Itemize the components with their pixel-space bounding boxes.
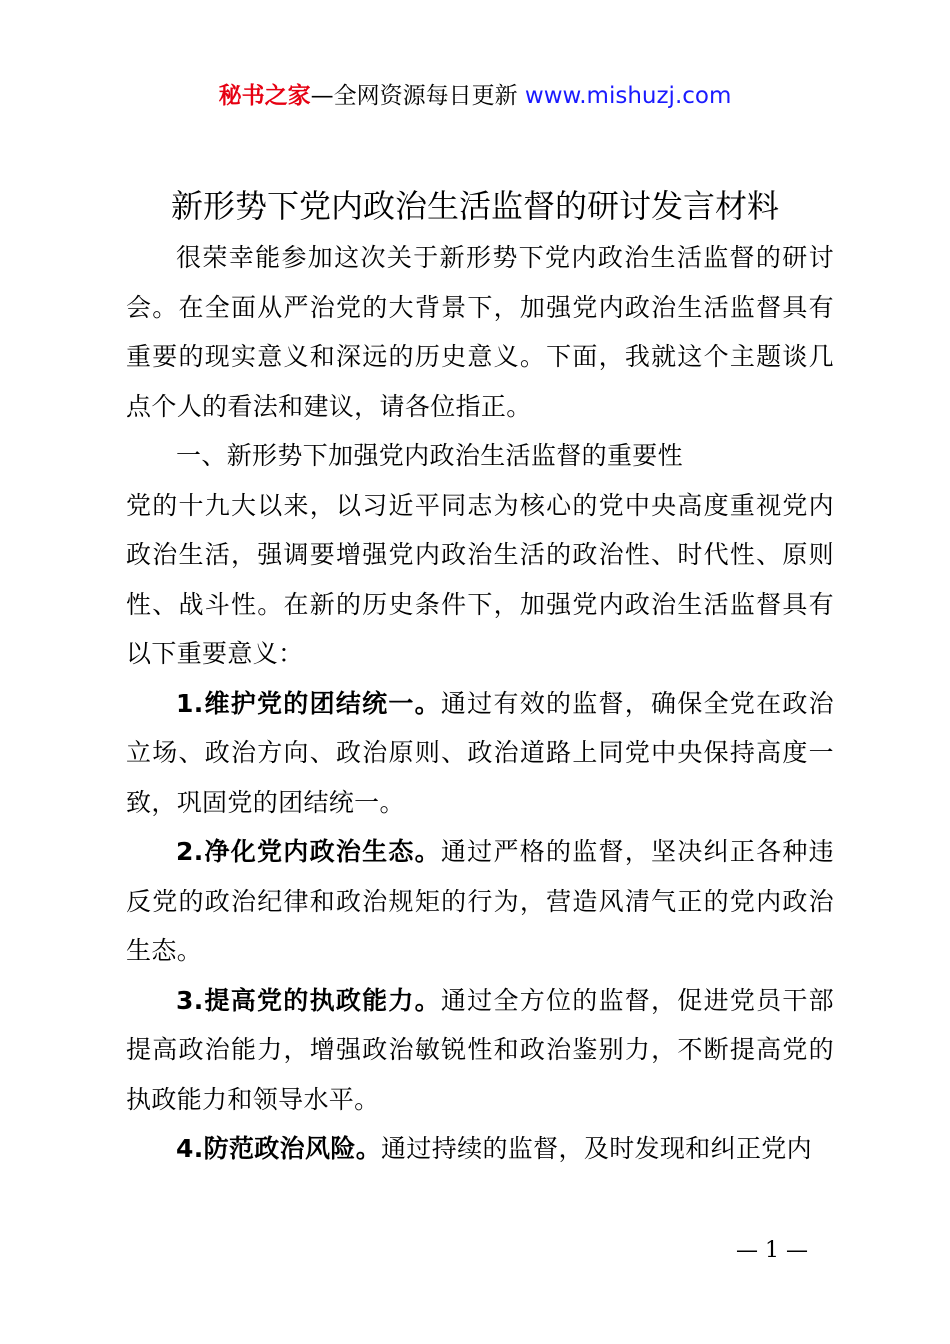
point-paragraph (126, 827, 834, 976)
document-body (126, 233, 834, 1174)
point-text: 通过有效的监督，确保全党在政治立场、政治方向、政治原则、政治道路上同党中央保持高度一致，巩固党的团结统一。 (126, 688, 834, 817)
document-title: 新形势下党内政治生活监督的研讨发言材料 (170, 187, 779, 225)
page-number: — 1 — (736, 1238, 808, 1263)
intro-paragraph: 很荣幸能参加这次关于新形势下党内政治生活监督的研讨会。在全面从严治党的大背景下，加强党内政治生活监督具有重要的现实意义和深远的历史意义。下面，我就这个主题谈几点个人的看法和建议，请各位指正。 (126, 243, 834, 421)
section-paragraph: 党的十九大以来，以习近平同志为核心的党中央高度重视党内政治生活，强调要增强党内政治生活的政治性、时代性、原则性、战斗性。在新的历史条件下，加强党内政治生活监督具有以下重要意义： (126, 490, 834, 668)
site-url-link[interactable]: www.mishuzj.com (524, 83, 732, 109)
brand-name: 秘书之家 (218, 83, 311, 109)
point-paragraph (126, 1124, 834, 1174)
point-text: 通过严格的监督，坚决纠正各种违反党的政治纪律和政治规矩的行为，营造风清气正的党内政治生态。 (126, 837, 834, 965)
point-text: 通过全方位的监督，促进党员干部提高政治能力，增强政治敏锐性和政治鉴别力，不断提高党的执政能力和领导水平。 (126, 985, 834, 1114)
point-lead: 4.防范政治风险。 (176, 1134, 382, 1163)
point-lead: 2.净化党内政治生态。 (176, 837, 441, 866)
point-lead: 3.提高党的执政能力。 (176, 985, 441, 1015)
point-text: 通过持续的监督，及时发现和纠正党内 (381, 1134, 812, 1163)
point-paragraph (126, 679, 834, 828)
point-paragraph (126, 976, 834, 1125)
point-lead: 1.维护党的团结统一。 (176, 688, 441, 718)
site-header (0, 78, 950, 114)
section-heading: 一、新形势下加强党内政治生活监督的重要性 (176, 441, 684, 470)
header-tagline: —全网资源每日更新 (310, 83, 518, 109)
